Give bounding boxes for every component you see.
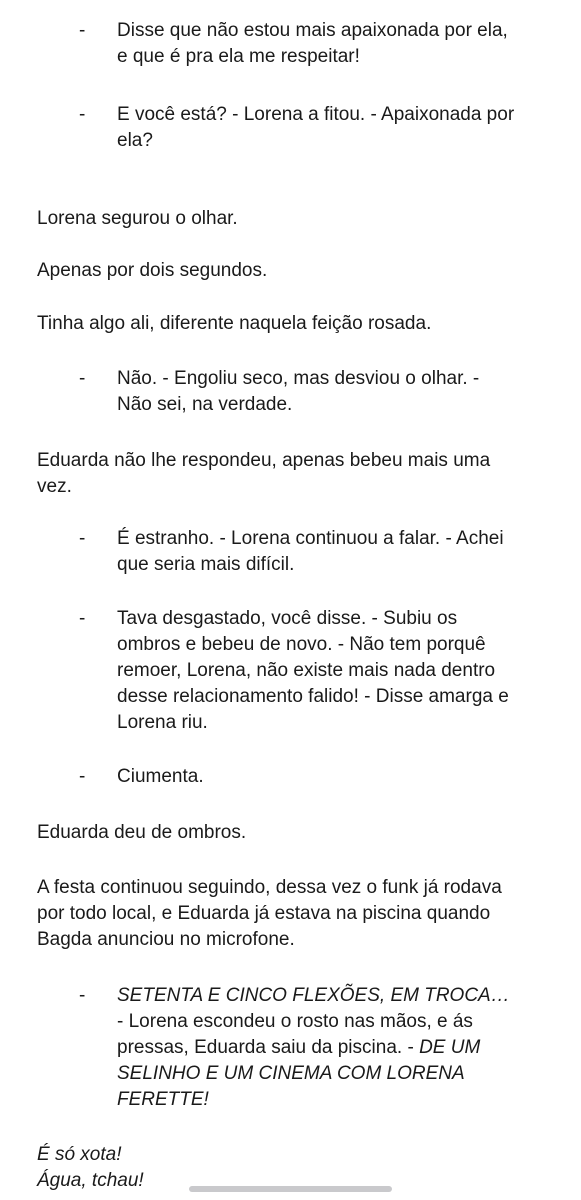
dialogue-text: pressas, Eduarda saiu da piscina. - <box>117 1037 420 1058</box>
dialogue-text: Não sei, na verdade. <box>117 394 293 415</box>
dialogue-dash: - <box>79 104 86 125</box>
dialogue-text: remoer, Lorena, não existe mais nada dentro <box>117 660 496 681</box>
dialogue-text: Disse que não estou mais apaixonada por ela, <box>117 20 508 41</box>
dialogue-line <box>117 606 509 736</box>
dialogue-text: Tava desgastado, você disse. - Subiu os <box>117 608 458 629</box>
dialogue-text: SELINHO E UM CINEMA COM LORENA <box>117 1063 465 1084</box>
narration-text: Eduarda não lhe respondeu, apenas bebeu mais uma <box>37 450 491 471</box>
dialogue-text: ombros e bebeu de novo. - Não tem porquê <box>117 634 486 655</box>
dialogue-line <box>117 18 508 70</box>
dialogue-dash: - <box>79 368 86 389</box>
dialogue-dash: - <box>79 608 86 629</box>
narration-text: vez. <box>37 476 72 497</box>
dialogue-text: desse relacionamento falido! - Disse amarga e <box>117 686 509 707</box>
dialogue-text: Ciumenta. <box>117 766 204 787</box>
dialogue-text: e que é pra ela me respeitar! <box>117 46 360 67</box>
narration-paragraph: Apenas por dois segundos. <box>37 260 268 281</box>
dialogue-text: ela? <box>117 130 153 151</box>
dialogue-dash: - <box>79 985 86 1006</box>
narration-text: por todo local, e Eduarda já estava na piscina quando <box>37 903 491 924</box>
dialogue-line <box>117 983 510 1113</box>
dialogue-dash: - <box>79 766 86 787</box>
dialogue-text: FERETTE! <box>117 1089 209 1110</box>
dialogue-line <box>117 102 514 154</box>
ending-text: É só xota! <box>37 1144 122 1165</box>
narration-text: A festa continuou seguindo, dessa vez o funk já rodava <box>37 877 502 898</box>
ending-text: Água, tchau! <box>37 1170 144 1191</box>
narration-paragraph: Lorena segurou o olhar. <box>37 208 238 229</box>
dialogue-text: É estranho. - Lorena continuou a falar. - Achei <box>117 528 504 549</box>
narration-paragraph <box>37 875 502 953</box>
dialogue-text: Não. - Engoliu seco, mas desviou o olhar. - <box>117 368 480 389</box>
dialogue-text: - Lorena escondeu o rosto nas mãos, e ás <box>117 1011 473 1032</box>
narration-paragraph: Eduarda deu de ombros. <box>37 822 247 843</box>
home-indicator[interactable] <box>189 1186 392 1192</box>
ending-note <box>37 1142 144 1194</box>
dialogue-text: DE UM <box>419 1037 481 1058</box>
dialogue-dash: - <box>79 20 86 41</box>
dialogue-dash: - <box>79 528 86 549</box>
dialogue-line <box>117 366 479 418</box>
dialogue-text: SETENTA E CINCO FLEXÕES, EM TROCA… <box>117 985 510 1006</box>
dialogue-text: E você está? - Lorena a fitou. - Apaixonada por <box>117 104 515 125</box>
dialogue-text-mixed <box>117 1035 510 1061</box>
narration-text: Bagda anunciou no microfone. <box>37 929 295 950</box>
narration-paragraph <box>37 448 490 500</box>
dialogue-text: Lorena riu. <box>117 712 208 733</box>
dialogue-line <box>117 526 504 578</box>
narration-paragraph: Tinha algo ali, diferente naquela feição rosada. <box>37 313 432 334</box>
dialogue-text: que seria mais difícil. <box>117 554 295 575</box>
